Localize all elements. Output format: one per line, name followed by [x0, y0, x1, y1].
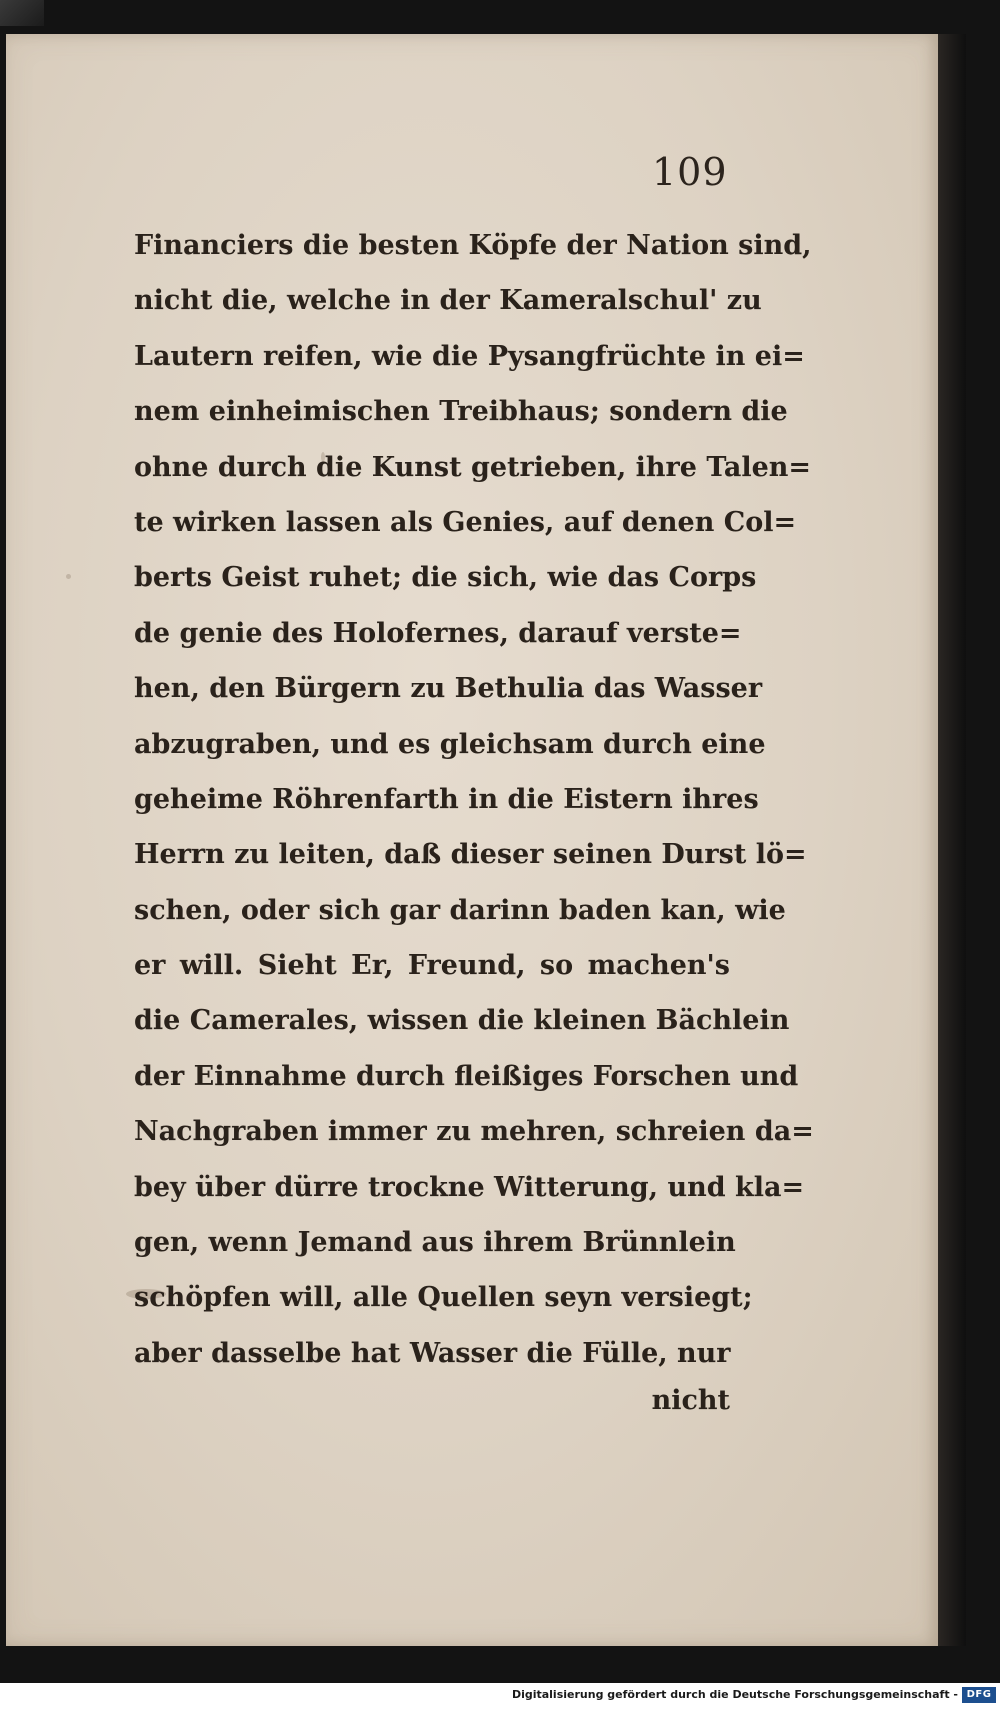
- digitization-footer: [0, 1683, 1000, 1710]
- text-line: nicht die, welche in der Kameralschul' zu: [134, 285, 762, 317]
- funding-credit: Digitalisierung gefördert durch die Deutsche Forschungsgemeinschaft -: [511, 1688, 958, 1701]
- dfg-logo: DFG: [962, 1687, 996, 1703]
- text-line: schöpfen will, alle Quellen seyn versiegt;: [134, 1282, 753, 1314]
- text-line: schen, oder sich gar darinn baden kan, wie: [134, 894, 786, 926]
- text-line: gen, wenn Jemand aus ihrem Brünnlein: [134, 1227, 736, 1259]
- text-line: ohne durch die Kunst getrieben, ihre Talen=: [134, 451, 812, 483]
- text-line: der Einnahme durch fleißiges Forschen und: [134, 1060, 799, 1092]
- text-line: Nachgraben immer zu mehren, schreien da=: [134, 1116, 814, 1148]
- text-line: hen, den Bürgern zu Bethulia das Wasser: [134, 673, 763, 705]
- page-edge-shadow: [938, 34, 966, 1646]
- page-number: 109: [652, 150, 728, 194]
- text-line: de genie des Holofernes, darauf verste=: [134, 617, 742, 649]
- text-line: abzugraben, und es gleichsam durch eine: [134, 728, 766, 760]
- text-line: die Camerales, wissen die kleinen Bächlein: [134, 1005, 790, 1037]
- text-line: er will. Sieht Er, Freund, so machen's: [134, 950, 730, 982]
- scan-corner-mark: [0, 0, 44, 26]
- text-line: bey über dürre trockne Witterung, und kla=: [134, 1171, 805, 1203]
- text-line: te wirken lassen als Genies, auf denen Col=: [134, 506, 797, 538]
- page-text-body: [134, 218, 814, 1381]
- catchword: nicht: [651, 1385, 730, 1416]
- text-line: Financiers die besten Köpfe der Nation sind,: [134, 230, 812, 261]
- text-line: geheime Röhrenfarth in die Eistern ihres: [134, 783, 759, 815]
- text-line: berts Geist ruhet; die sich, wie das Corps: [134, 562, 757, 594]
- text-line: aber dasselbe hat Wasser die Fülle, nur: [134, 1337, 731, 1369]
- paper-spot: [66, 574, 71, 579]
- text-line: Lautern reifen, wie die Pysangfrüchte in ei=: [134, 340, 805, 372]
- text-line: nem einheimischen Treibhaus; sondern die: [134, 396, 788, 428]
- text-line: Herrn zu leiten, daß dieser seinen Durst lö=: [134, 839, 807, 871]
